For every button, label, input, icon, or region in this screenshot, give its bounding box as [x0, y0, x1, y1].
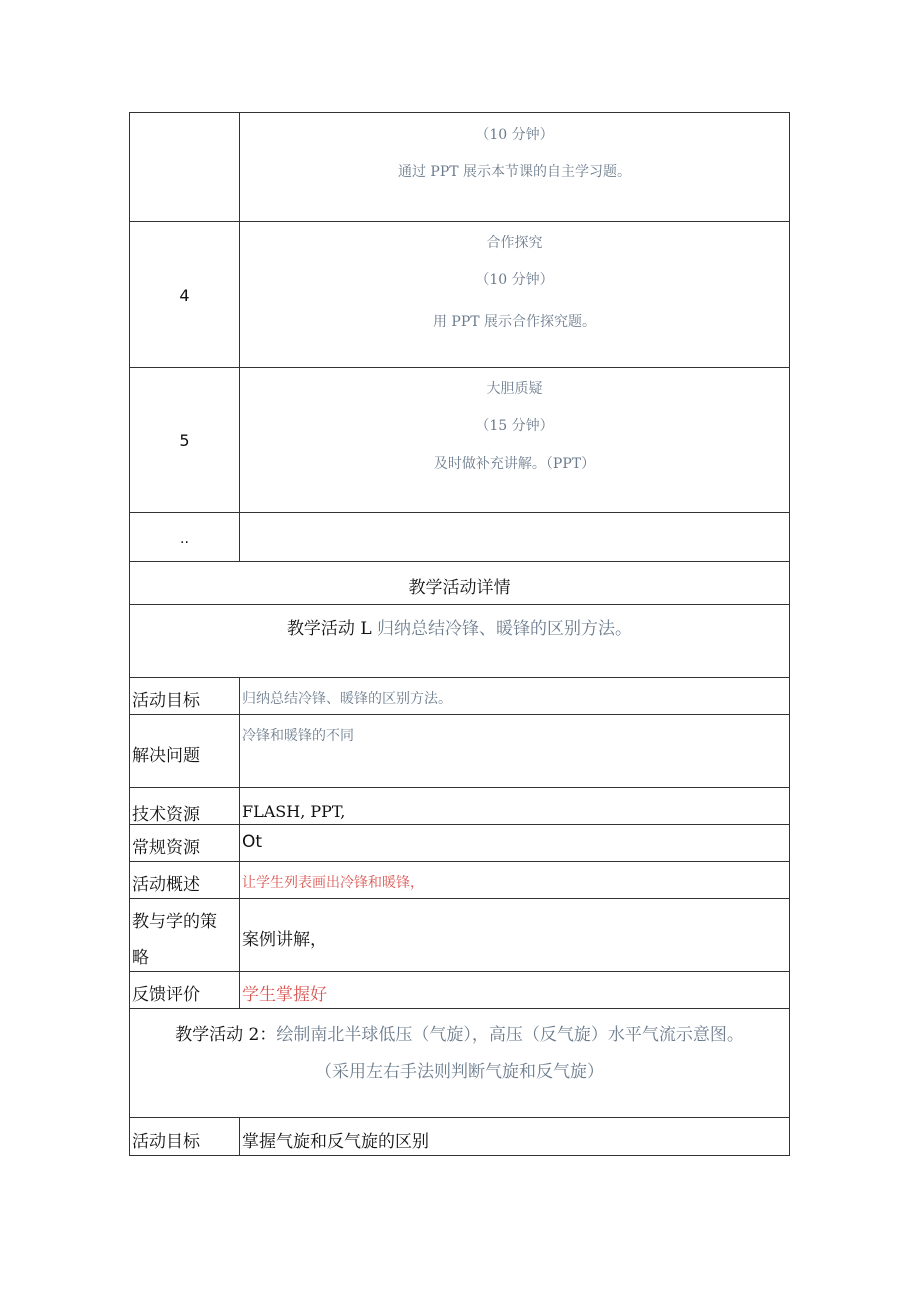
field-value: 归纳总结冷锋、暖锋的区别方法。: [242, 691, 452, 707]
step-number-cell: [130, 368, 240, 512]
step-number-cell: [130, 113, 240, 221]
step-content-cell: [240, 368, 789, 512]
schedule-row: [129, 222, 790, 368]
step-duration: （10 分钟）: [475, 272, 554, 288]
activity-field-row: [129, 715, 790, 788]
step-description: 及时做补充讲解。（PPT）: [433, 456, 596, 472]
field-label: 常规资源: [132, 838, 200, 858]
field-value: 掌握气旋和反气旋的区别: [242, 1132, 429, 1152]
field-value: 让学生列表画出冷锋和暖锋，: [242, 875, 424, 891]
step-title: 大胆质疑: [486, 381, 543, 397]
field-label: 教与学的策: [132, 912, 217, 932]
activity-field-row: [129, 825, 790, 862]
activity-title: [130, 614, 789, 639]
activity-field-row: [129, 678, 790, 715]
details-heading-row: [129, 562, 790, 605]
step-content-cell: [240, 513, 789, 561]
field-label: 反馈评价: [132, 985, 200, 1005]
activity-name: 绘制南北半球低压（气旋），高压（反气旋）水平气流示意图。: [276, 1025, 744, 1045]
step-content-cell: [240, 222, 789, 367]
field-label: 活动概述: [132, 875, 200, 895]
activity-number: 教学活动 L: [286, 619, 378, 639]
schedule-row: [129, 112, 790, 222]
activity-number: 教学活动 2：: [175, 1025, 277, 1045]
field-value: FLASH, PPT,: [242, 802, 346, 821]
field-value: Ot: [242, 832, 263, 852]
step-number: ..: [180, 531, 189, 547]
schedule-row: [129, 513, 790, 562]
step-number-cell: [130, 222, 240, 367]
field-value: 案例讲解，: [242, 930, 327, 950]
activity-field-row: [129, 788, 790, 825]
lesson-table: [129, 112, 790, 1156]
activity-title-row: [129, 605, 790, 678]
step-description: 通过 PPT 展示本节课的自主学习题。: [397, 164, 632, 180]
step-duration: （10 分钟）: [475, 127, 554, 143]
step-number: 5: [179, 431, 190, 450]
activity-name: 归纳总结冷锋、暖锋的区别方法。: [377, 619, 633, 639]
field-label: 解决问题: [132, 746, 200, 766]
field-label: 活动目标: [132, 1132, 200, 1152]
step-content-cell: [240, 113, 789, 221]
field-label-cont: 略: [132, 948, 149, 968]
step-duration: （15 分钟）: [475, 418, 554, 434]
step-number-cell: [130, 513, 240, 561]
activity-title: [130, 1020, 789, 1045]
activity-title-row: [129, 1009, 790, 1118]
field-value: 学生掌握好: [242, 985, 327, 1005]
step-description: 用 PPT 展示合作探究题。: [432, 314, 597, 330]
schedule-row: [129, 368, 790, 513]
activity-field-row: [129, 862, 790, 899]
details-heading: 教学活动详情: [408, 578, 511, 598]
field-label: 技术资源: [132, 805, 200, 825]
step-number: 4: [179, 286, 190, 305]
field-label: 活动目标: [132, 691, 200, 711]
activity-field-row: [129, 1118, 790, 1156]
activity-subtitle: （采用左右手法则判断气旋和反气旋）: [315, 1062, 604, 1082]
activity-field-row: [129, 972, 790, 1009]
field-value: 冷锋和暖锋的不同: [242, 728, 354, 744]
step-title: 合作探究: [486, 235, 543, 251]
activity-field-row: [129, 899, 790, 972]
